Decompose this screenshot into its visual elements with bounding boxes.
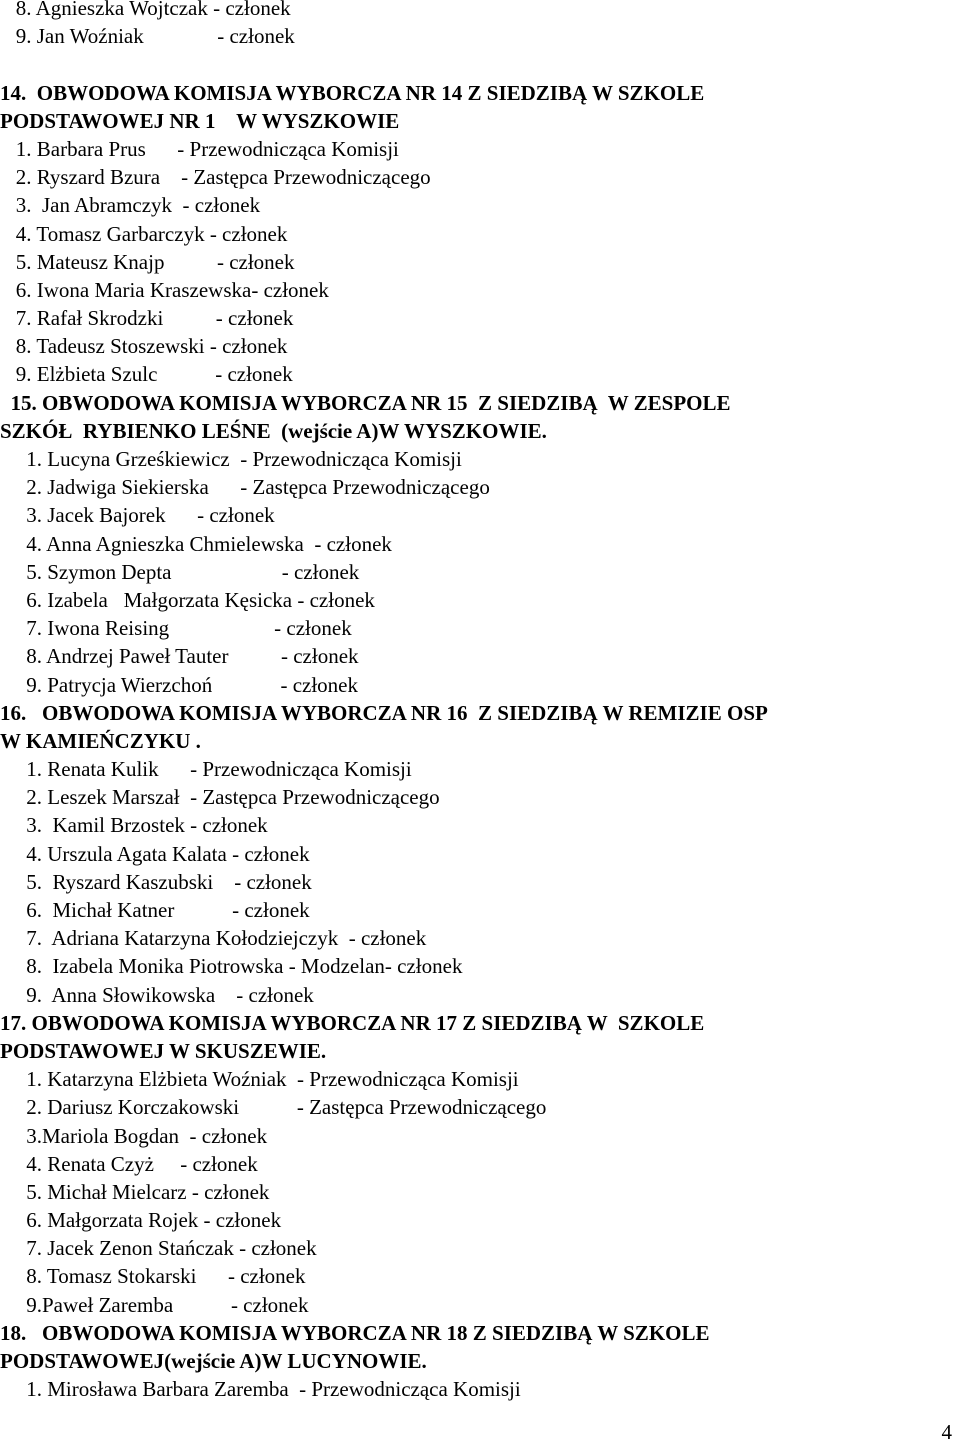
text-line: 9. Patrycja Wierzchoń - członek [0, 672, 358, 697]
text-line: 8. Agnieszka Wojtczak - członek [0, 0, 291, 20]
text-line: 7. Iwona Reising - członek [0, 616, 352, 641]
blank-line [0, 50, 960, 78]
section-heading-17: 17. OBWODOWA KOMISJA WYBORCZA NR 17 Z SIEDZIBĄ W SZKOLE [0, 1010, 705, 1035]
text-line: 1. Barbara Prus - Przewodnicząca Komisji [0, 136, 399, 161]
text-line: 4. Urszula Agata Kalata - członek [0, 841, 310, 866]
text-line: 4. Tomasz Garbarczyk - członek [0, 221, 288, 246]
text-line: 2. Jadwiga Siekierska - Zastępca Przewodniczącego [0, 475, 490, 500]
text-line: 4. Anna Agnieszka Chmielewska - członek [0, 531, 392, 556]
section-heading-15-cont: SZKÓŁ RYBIENKO LEŚNE (wejście A)W WYSZKOWIE. [0, 418, 547, 443]
text-line: 7. Rafał Skrodzki - członek [0, 306, 294, 331]
text-line: 6. Małgorzata Rojek - członek [0, 1208, 282, 1233]
section-heading-15: 15. OBWODOWA KOMISJA WYBORCZA NR 15 Z SIEDZIBĄ W ZESPOLE [0, 390, 731, 415]
text-line: 9.Paweł Zaremba - członek [0, 1292, 309, 1317]
section-heading-14: 14. OBWODOWA KOMISJA WYBORCZA NR 14 Z SIEDZIBĄ W SZKOLE [0, 80, 705, 105]
text-line: 2. Leszek Marszał - Zastępca Przewodniczącego [0, 785, 440, 810]
text-line: 5. Mateusz Knajp - członek [0, 249, 295, 274]
text-line: 8. Andrzej Paweł Tauter - członek [0, 644, 359, 669]
text-line: 8. Tadeusz Stoszewski - członek [0, 334, 288, 359]
text-line: 3. Kamil Brzostek - członek [0, 813, 268, 838]
text-line: 8. Izabela Monika Piotrowska - Modzelan- członek [0, 954, 463, 979]
text-line: 4. Renata Czyż - członek [0, 1151, 258, 1176]
section-heading-16: 16. OBWODOWA KOMISJA WYBORCZA NR 16 Z SIEDZIBĄ W REMIZIE OSP [0, 700, 768, 725]
text-line: 1. Mirosława Barbara Zaremba - Przewodnicząca Komisji [0, 1377, 521, 1402]
text-line: 1. Lucyna Grześkiewicz - Przewodnicząca Komisji [0, 447, 462, 471]
text-line: 1. Renata Kulik - Przewodnicząca Komisji [0, 757, 412, 782]
page-number: 4 [941, 1420, 952, 1444]
section-heading-18-cont: PODSTAWOWEJ(wejście A)W LUCYNOWIE. [0, 1349, 427, 1373]
text-line: 8. Tomasz Stokarski - członek [0, 1264, 306, 1289]
text-line: 3.Mariola Bogdan - członek [0, 1123, 268, 1148]
section-heading-16-cont: W KAMIEŃCZYKU . [0, 728, 201, 753]
section-heading-14-cont: PODSTAWOWEJ NR 1 W WYSZKOWIE [0, 108, 400, 133]
text-line: 7. Adriana Katarzyna Kołodziejczyk - członek [0, 926, 427, 951]
text-line: 1. Katarzyna Elżbieta Woźniak - Przewodnicząca Komisji [0, 1067, 519, 1092]
text-line: 9. Anna Słowikowska - członek [0, 982, 314, 1007]
section-heading-17-cont: PODSTAWOWEJ W SKUSZEWIE. [0, 1038, 327, 1063]
text-line: 5. Ryszard Kaszubski - członek [0, 869, 312, 894]
text-line: 3. Jacek Bajorek - członek [0, 503, 275, 528]
text-line: 2. Dariusz Korczakowski - Zastępca Przewodniczącego [0, 1095, 547, 1120]
text-line: 6. Iwona Maria Kraszewska- członek [0, 277, 329, 302]
text-line: 5. Szymon Depta - członek [0, 559, 360, 584]
text-line: 6. Michał Katner - członek [0, 898, 310, 922]
text-line: 7. Jacek Zenon Stańczak - członek [0, 1236, 317, 1261]
text-line: 3. Jan Abramczyk - członek [0, 193, 261, 218]
text-line: 9. Elżbieta Szulc - członek [0, 362, 293, 387]
text-line: 5. Michał Mielcarz - członek [0, 1179, 270, 1204]
text-line: 2. Ryszard Bzura - Zastępca Przewodniczącego [0, 165, 431, 190]
text-line: 9. Jan Woźniak - członek [0, 24, 295, 49]
text-line: 6. Izabela Małgorzata Kęsicka - członek [0, 587, 375, 612]
section-heading-18: 18. OBWODOWA KOMISJA WYBORCZA NR 18 Z SIEDZIBĄ W SZKOLE [0, 1320, 710, 1345]
